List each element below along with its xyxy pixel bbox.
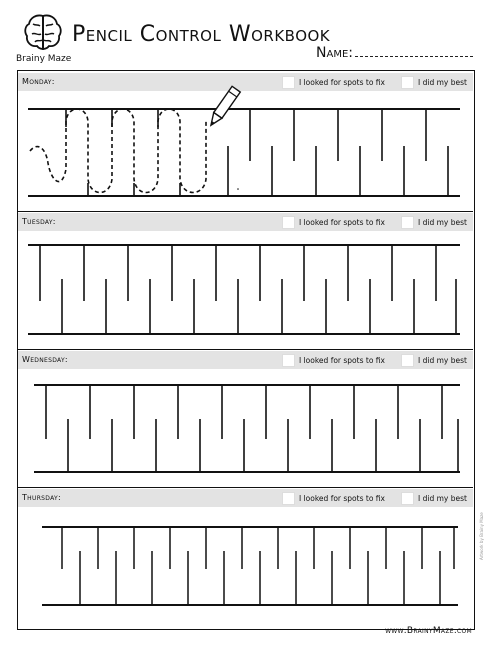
day-label: Monday: bbox=[22, 77, 55, 86]
name-label: Name: bbox=[316, 45, 353, 61]
checkbox-looked-for-spots[interactable] bbox=[282, 216, 295, 229]
name-field[interactable] bbox=[316, 44, 473, 61]
checkbox-label-looked: I looked for spots to fix bbox=[299, 494, 385, 503]
brain-icon bbox=[22, 12, 64, 52]
section-header bbox=[18, 73, 473, 91]
checkbox-label-looked: I looked for spots to fix bbox=[299, 78, 385, 87]
tracing-area-tuesday bbox=[18, 231, 473, 349]
section-wednesday bbox=[18, 351, 473, 487]
section-header bbox=[18, 489, 473, 507]
worksheet-header bbox=[0, 0, 500, 70]
section-divider bbox=[18, 211, 473, 212]
brand-name: Brainy Maze bbox=[16, 54, 72, 64]
section-tuesday bbox=[18, 213, 473, 349]
tracing-area-wednesday bbox=[18, 369, 473, 487]
section-header bbox=[18, 213, 473, 231]
pencil-icon bbox=[203, 83, 243, 133]
section-thursday bbox=[18, 489, 473, 627]
checkbox-did-best[interactable] bbox=[401, 216, 414, 229]
footer-website: www.BrainyMaze.com bbox=[385, 626, 472, 636]
section-monday bbox=[18, 73, 473, 211]
section-divider bbox=[18, 487, 473, 488]
checkbox-did-best[interactable] bbox=[401, 492, 414, 505]
checkbox-label-best: I did my best bbox=[418, 78, 467, 87]
page-title: Pencil Control Workbook bbox=[72, 22, 331, 47]
section-header bbox=[18, 351, 473, 369]
worksheet-frame bbox=[17, 70, 475, 630]
checkbox-label-best: I did my best bbox=[418, 218, 467, 227]
day-label: Tuesday: bbox=[22, 217, 56, 226]
day-label: Thursday: bbox=[22, 493, 61, 502]
checkbox-label-best: I did my best bbox=[418, 494, 467, 503]
artwork-credit: Artwork by Brainy Maze bbox=[479, 512, 484, 560]
name-underline[interactable] bbox=[355, 44, 473, 57]
checkbox-looked-for-spots[interactable] bbox=[282, 354, 295, 367]
checkbox-did-best[interactable] bbox=[401, 354, 414, 367]
day-label: Wednesday: bbox=[22, 355, 68, 364]
checkbox-label-looked: I looked for spots to fix bbox=[299, 356, 385, 365]
tracing-area-thursday bbox=[18, 507, 473, 627]
tracing-area-monday bbox=[18, 91, 473, 211]
checkbox-looked-for-spots[interactable] bbox=[282, 492, 295, 505]
checkbox-looked-for-spots[interactable] bbox=[282, 76, 295, 89]
section-divider bbox=[18, 349, 473, 350]
checkbox-label-best: I did my best bbox=[418, 356, 467, 365]
checkbox-label-looked: I looked for spots to fix bbox=[299, 218, 385, 227]
checkbox-did-best[interactable] bbox=[401, 76, 414, 89]
